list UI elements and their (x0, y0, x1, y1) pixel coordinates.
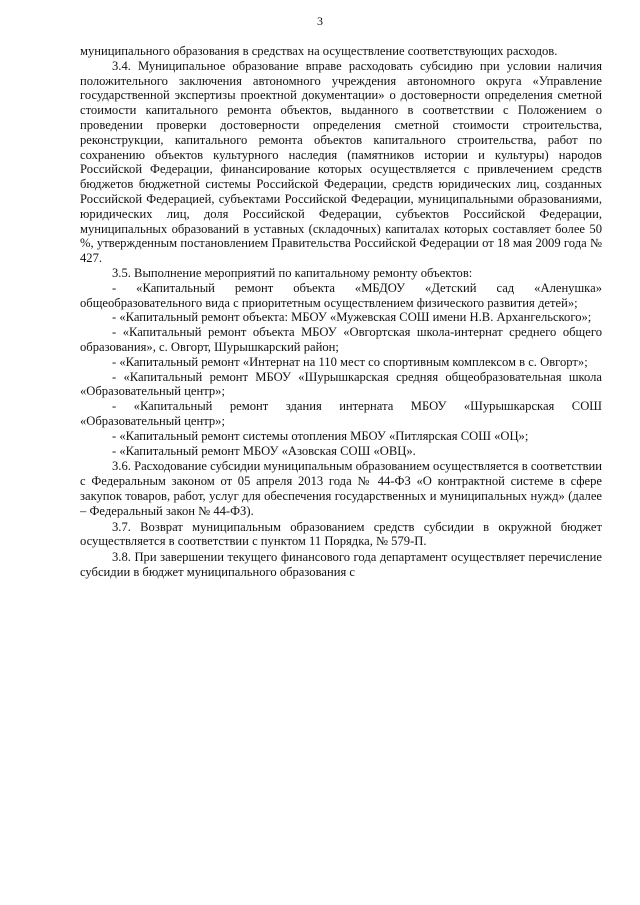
list-item-shuryshkarskaya-internat: - «Капитальный ремонт здания интерната МБОУ «Шурышкарская СОШ «Образовательный центр»; (80, 399, 602, 428)
paragraph-3-5: 3.5. Выполнение мероприятий по капитальному ремонту объектов: (112, 265, 473, 280)
document-body (80, 44, 602, 580)
list-item-ovgortskaya-school: - «Капитальный ремонт объекта МБОУ «Овгортская школа-интернат среднего общего образования», с. Овгорт, Шурышкарский район; (80, 325, 602, 354)
list-item-mbdou-alenushka: - «Капитальный ремонт объекта «МБДОУ «Детский сад «Аленушка» общеобразовательного вида с приоритетным осуществлением физического развития детей»; (80, 280, 602, 310)
list-item-muzhevskaya: - «Капитальный ремонт объекта: МБОУ «Мужевская СОШ имени Н.В. Архангельского»; (112, 310, 592, 325)
page-number: 3 (317, 14, 323, 28)
list-item-pitlyarskaya: - «Капитальный ремонт системы отопления МБОУ «Питлярская СОШ «ОЦ»; (112, 428, 529, 443)
list-item-internat-ovgort: - «Капитальный ремонт «Интернат на 110 мест со спортивным комплексом в с. Овгорт»; (112, 354, 588, 369)
list-item-azovskaya: - «Капитальный ремонт МБОУ «Азовская СОШ «ОВЦ». (112, 443, 416, 458)
paragraph-3-8: 3.8. При завершении текущего финансового года департамент осуществляет перечисление субсидии в бюджет муниципального образования с (80, 550, 602, 579)
list-item-shuryshkarskaya-school: - «Капитальный ремонт МБОУ «Шурышкарская средняя общеобразовательная школа «Образовательный центр»; (80, 369, 602, 399)
paragraph-3-4: 3.4. Муниципальное образование вправе расходовать субсидию при условии наличия положительного заключения автономного учреждения автономного округа «Управление государственной экспертизы проектной документации» о достоверности определения сметной стоимости капитального ремонта объектов, выданного в соответствии с Положением о проведении проверки достоверности определения сметной стоимости строительства, реконструкции, капитального ремонта объектов капитального строительства, работ по сохранению объектов культурного наследия (памятников истории и культуры) народов Российской Федерации, финансирование которых осуществляется с привлечением средств бюджетов бюджетной системы Российской Федерации, средств юридических лиц, созданных Российской Федерацией, субъектами Российской Федерации, муниципальными образованиями, юридических лиц, доля Российской Федерации, субъектов Российской Федерации, муниципальных образований в уставных (складочных) капиталах которых составляет более 50 %, утвержденным постановлением Правительства Российской Федерации от 18 мая 2009 года № 427. (80, 58, 602, 266)
paragraph-3-7: 3.7. Возврат муниципальным образованием средств субсидии в окружной бюджет осуществляется в соответствии с пунктом 11 Порядка, № 579-П. (80, 519, 602, 549)
paragraph-3-6: 3.6. Расходование субсидии муниципальным образованием осуществляется в соответствии с Федеральным законом от 05 апреля 2013 года № 44-ФЗ «О контрактной системе в сфере закупок товаров, работ, услуг для обеспечения государственных и муниципальных нужд» (далее – Федеральный закон № 44-ФЗ). (80, 459, 602, 518)
paragraph-continuation: муниципального образования в средствах на осуществление соответствующих расходов. (80, 44, 558, 58)
